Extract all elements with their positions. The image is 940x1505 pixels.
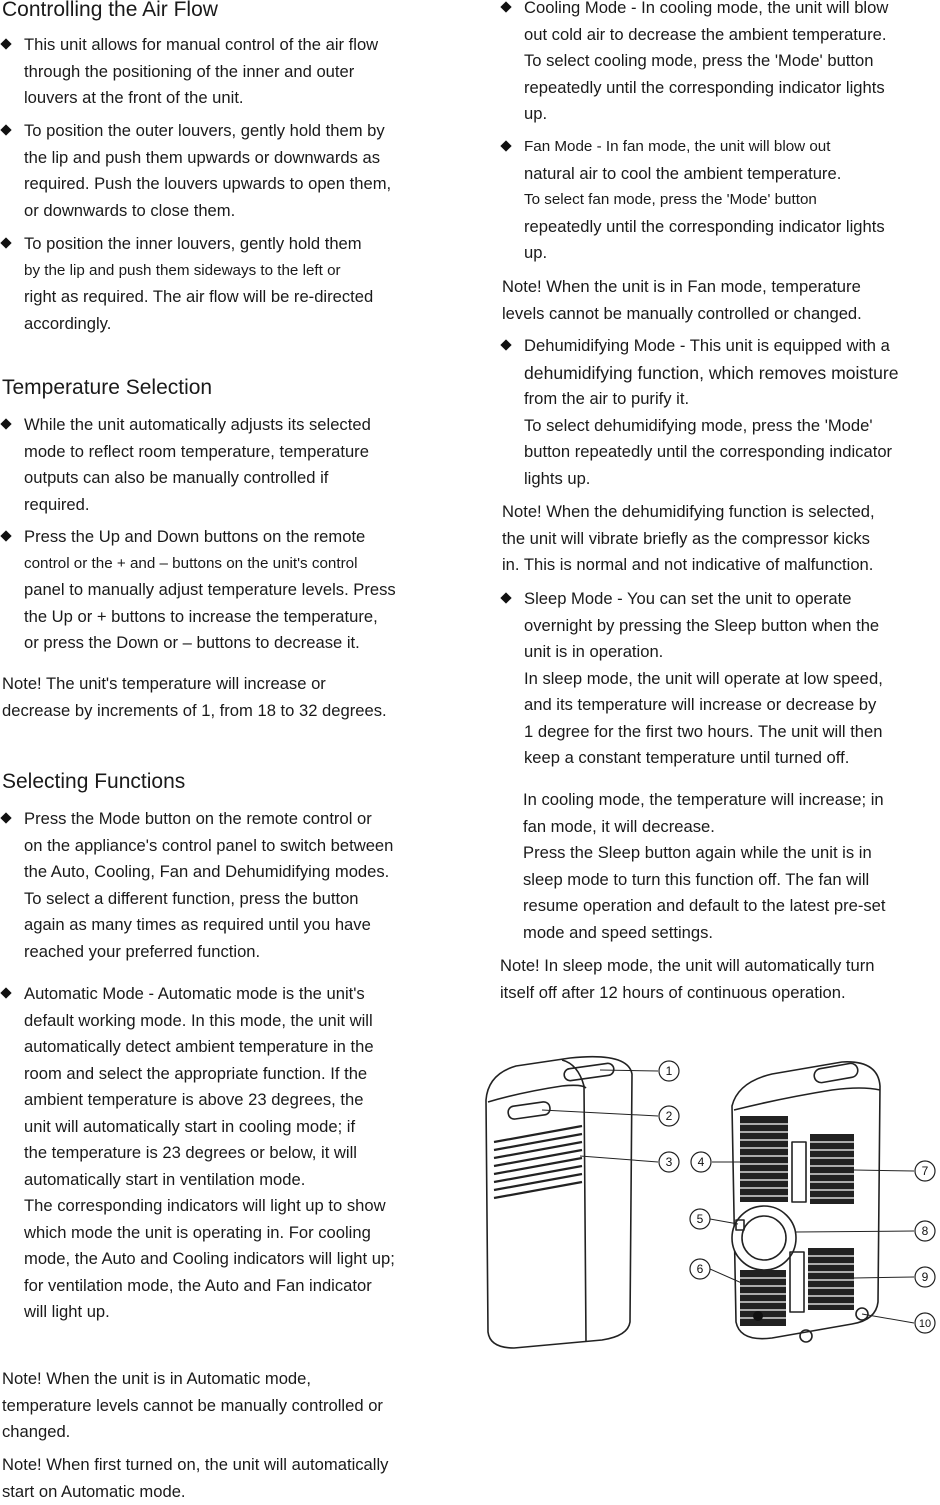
- svg-text:8: 8: [922, 1224, 929, 1238]
- text-line: Press the Mode button on the remote control or: [24, 806, 393, 833]
- note-fan-mode: [502, 274, 862, 327]
- text-line: lights up.: [524, 466, 899, 493]
- text-line: fan mode, it will decrease.: [523, 814, 886, 841]
- text-line: out cold air to decrease the ambient temperature.: [524, 22, 888, 49]
- svg-text:6: 6: [697, 1262, 704, 1276]
- text-line: start on Automatic mode.: [2, 1479, 388, 1505]
- text-line: the unit will vibrate briefly as the compressor kicks: [502, 526, 875, 553]
- text-line: or press the Down or – buttons to decrease it.: [24, 630, 396, 657]
- text-line: Note! When the unit is in Automatic mode,: [2, 1366, 383, 1393]
- heading-temperature: Temperature Selection: [2, 376, 212, 400]
- text-line: reached your preferred function.: [24, 939, 393, 966]
- text-line: sleep mode to turn this function off. The fan will: [523, 867, 886, 894]
- text-line: by the lip and push them sideways to the left or: [24, 258, 373, 285]
- text-line: the lip and push them upwards or downwards as: [24, 145, 391, 172]
- bullet-air-flow-3: [2, 231, 373, 337]
- text-line: in. This is normal and not indicative of malfunction.: [502, 552, 875, 579]
- text-line: required. Push the louvers upwards to open them,: [24, 171, 391, 198]
- text-line: accordingly.: [24, 311, 373, 338]
- text-line: 1 degree for the first two hours. The unit will then: [524, 719, 883, 746]
- text-line: Automatic Mode - Automatic mode is the unit's: [24, 981, 395, 1008]
- callout-5: [690, 1209, 710, 1229]
- bullet-fan-mode: [502, 134, 885, 267]
- callout-9: [915, 1267, 935, 1287]
- text-line: mode, the Auto and Cooling indicators will light up;: [24, 1246, 395, 1273]
- bullet-cooling-mode: [502, 0, 888, 128]
- text-line: up.: [524, 101, 888, 128]
- text-line: To select cooling mode, press the 'Mode' button: [524, 48, 888, 75]
- bullet-air-flow-2: [2, 118, 391, 224]
- callout-10: [915, 1313, 935, 1333]
- text-line: through the positioning of the inner and outer: [24, 59, 378, 86]
- callout-2: [659, 1106, 679, 1126]
- text-line: Press the Sleep button again while the unit is in: [523, 840, 886, 867]
- svg-text:10: 10: [919, 1318, 931, 1330]
- callout-6: [690, 1259, 710, 1279]
- text-line: unit is in operation.: [524, 639, 883, 666]
- text-line: Cooling Mode - In cooling mode, the unit will blow: [524, 0, 888, 22]
- text-line: itself off after 12 hours of continuous operation.: [500, 980, 874, 1007]
- text-line: While the unit automatically adjusts its selected: [24, 412, 371, 439]
- bullet-diamond-icon: [500, 140, 511, 151]
- text-line: In sleep mode, the unit will operate at low speed,: [524, 666, 883, 693]
- bullet-diamond-icon: [500, 1, 511, 12]
- text-line: up.: [524, 240, 885, 267]
- svg-text:9: 9: [922, 1270, 929, 1284]
- bullet-diamond-icon: [500, 339, 511, 350]
- bullet-diamond-icon: [0, 418, 11, 429]
- callout-3: [659, 1152, 679, 1172]
- text-line: outputs can also be manually controlled if: [24, 465, 371, 492]
- svg-text:1: 1: [666, 1064, 673, 1078]
- note-dehumidifying: [502, 499, 875, 579]
- text-line: resume operation and default to the latest pre-set: [523, 893, 886, 920]
- bullet-diamond-icon: [0, 530, 11, 541]
- text-line: Dehumidifying Mode - This unit is equipped with a: [524, 333, 899, 360]
- svg-text:3: 3: [666, 1155, 673, 1169]
- text-line: To select dehumidifying mode, press the 'Mode': [524, 413, 899, 440]
- text-line: from the air to purify it.: [524, 386, 899, 413]
- bullet-sleep-mode: [502, 586, 883, 772]
- text-line: again as many times as required until you have: [24, 912, 393, 939]
- bullet-diamond-icon: [0, 38, 11, 49]
- heading-air-flow: Controlling the Air Flow: [2, 0, 218, 22]
- text-line: the Up or + buttons to increase the temperature,: [24, 604, 396, 631]
- text-line: dehumidifying function, which removes moisture: [524, 360, 899, 387]
- text-line: room and select the appropriate function. If the: [24, 1061, 395, 1088]
- svg-text:2: 2: [666, 1109, 673, 1123]
- text-line: automatically detect ambient temperature in the: [24, 1034, 395, 1061]
- bullet-diamond-icon: [0, 237, 11, 248]
- text-line: louvers at the front of the unit.: [24, 85, 378, 112]
- text-line: default working mode. In this mode, the unit will: [24, 1008, 395, 1035]
- text-line: In cooling mode, the temperature will increase; in: [523, 787, 886, 814]
- text-line: Note! The unit's temperature will increase or: [2, 671, 387, 698]
- text-line: changed.: [2, 1419, 383, 1446]
- bullet-functions-2: [2, 981, 395, 1326]
- callout-7: [915, 1161, 935, 1181]
- note-temperature: [2, 671, 387, 724]
- bullet-dehumidifying-mode: [502, 333, 899, 492]
- text-line: or downwards to close them.: [24, 198, 391, 225]
- note-automatic-mode: [2, 1366, 383, 1446]
- text-line: repeatedly until the corresponding indicator lights: [524, 214, 885, 241]
- note-sleep-mode: [500, 953, 874, 1006]
- text-line: the Auto, Cooling, Fan and Dehumidifying modes.: [24, 859, 393, 886]
- callout-1: [659, 1061, 679, 1081]
- callouts-layer: [482, 1052, 938, 1352]
- bullet-diamond-icon: [0, 124, 11, 135]
- text-line: To position the outer louvers, gently hold them by: [24, 118, 391, 145]
- svg-text:4: 4: [698, 1155, 705, 1169]
- text-line: levels cannot be manually controlled or changed.: [502, 301, 862, 328]
- text-line: right as required. The air flow will be re-directed: [24, 284, 373, 311]
- text-line: will light up.: [24, 1299, 395, 1326]
- text-line: unit will automatically start in cooling mode; if: [24, 1114, 395, 1141]
- callout-4: [691, 1152, 711, 1172]
- text-line: and its temperature will increase or decrease by: [524, 692, 883, 719]
- text-line: Press the Up and Down buttons on the remote: [24, 524, 396, 551]
- text-line: on the appliance's control panel to switch between: [24, 833, 393, 860]
- text-line: The corresponding indicators will light up to show: [24, 1193, 395, 1220]
- heading-functions: Selecting Functions: [2, 770, 185, 794]
- bullet-temperature-2: [2, 524, 396, 657]
- bullet-diamond-icon: [500, 592, 511, 603]
- text-line: To select a different function, press the button: [24, 886, 393, 913]
- text-line: ambient temperature is above 23 degrees, the: [24, 1087, 395, 1114]
- text-line: natural air to cool the ambient temperature.: [524, 161, 885, 188]
- text-line: for ventilation mode, the Auto and Fan indicator: [24, 1273, 395, 1300]
- text-line: Note! When the dehumidifying function is selected,: [502, 499, 875, 526]
- svg-text:7: 7: [922, 1164, 929, 1178]
- callout-8: [915, 1221, 935, 1241]
- text-line: automatically start in ventilation mode.: [24, 1167, 395, 1194]
- bullet-diamond-icon: [0, 987, 11, 998]
- text-line: mode and speed settings.: [523, 920, 886, 947]
- text-line: required.: [24, 492, 371, 519]
- sleep-mode-details: [523, 787, 886, 946]
- text-line: panel to manually adjust temperature levels. Press: [24, 577, 396, 604]
- text-line: the temperature is 23 degrees or below, it will: [24, 1140, 395, 1167]
- air-conditioner-diagram: [482, 1052, 938, 1352]
- text-line: keep a constant temperature until turned off.: [524, 745, 883, 772]
- text-line: Note! In sleep mode, the unit will automatically turn: [500, 953, 874, 980]
- text-line: which mode the unit is operating in. For cooling: [24, 1220, 395, 1247]
- text-line: Note! When the unit is in Fan mode, temperature: [502, 274, 862, 301]
- note-first-turned-on: [2, 1452, 388, 1505]
- text-line: To select fan mode, press the 'Mode' button: [524, 187, 885, 214]
- text-line: button repeatedly until the corresponding indicator: [524, 439, 899, 466]
- text-line: control or the + and – buttons on the unit's control: [24, 551, 396, 578]
- bullet-functions-1: [2, 806, 393, 965]
- text-line: This unit allows for manual control of the air flow: [24, 32, 378, 59]
- text-line: overnight by pressing the Sleep button when the: [524, 613, 883, 640]
- text-line: repeatedly until the corresponding indicator lights: [524, 75, 888, 102]
- bullet-air-flow-1: [2, 32, 378, 112]
- svg-text:5: 5: [697, 1212, 704, 1226]
- bullet-temperature-1: [2, 412, 371, 518]
- text-line: Note! When first turned on, the unit will automatically: [2, 1452, 388, 1479]
- text-line: Fan Mode - In fan mode, the unit will blow out: [524, 134, 885, 161]
- text-line: Sleep Mode - You can set the unit to operate: [524, 586, 883, 613]
- text-line: temperature levels cannot be manually controlled or: [2, 1393, 383, 1420]
- text-line: mode to reflect room temperature, temperature: [24, 439, 371, 466]
- bullet-diamond-icon: [0, 812, 11, 823]
- text-line: decrease by increments of 1, from 18 to 32 degrees.: [2, 698, 387, 725]
- text-line: To position the inner louvers, gently hold them: [24, 231, 373, 258]
